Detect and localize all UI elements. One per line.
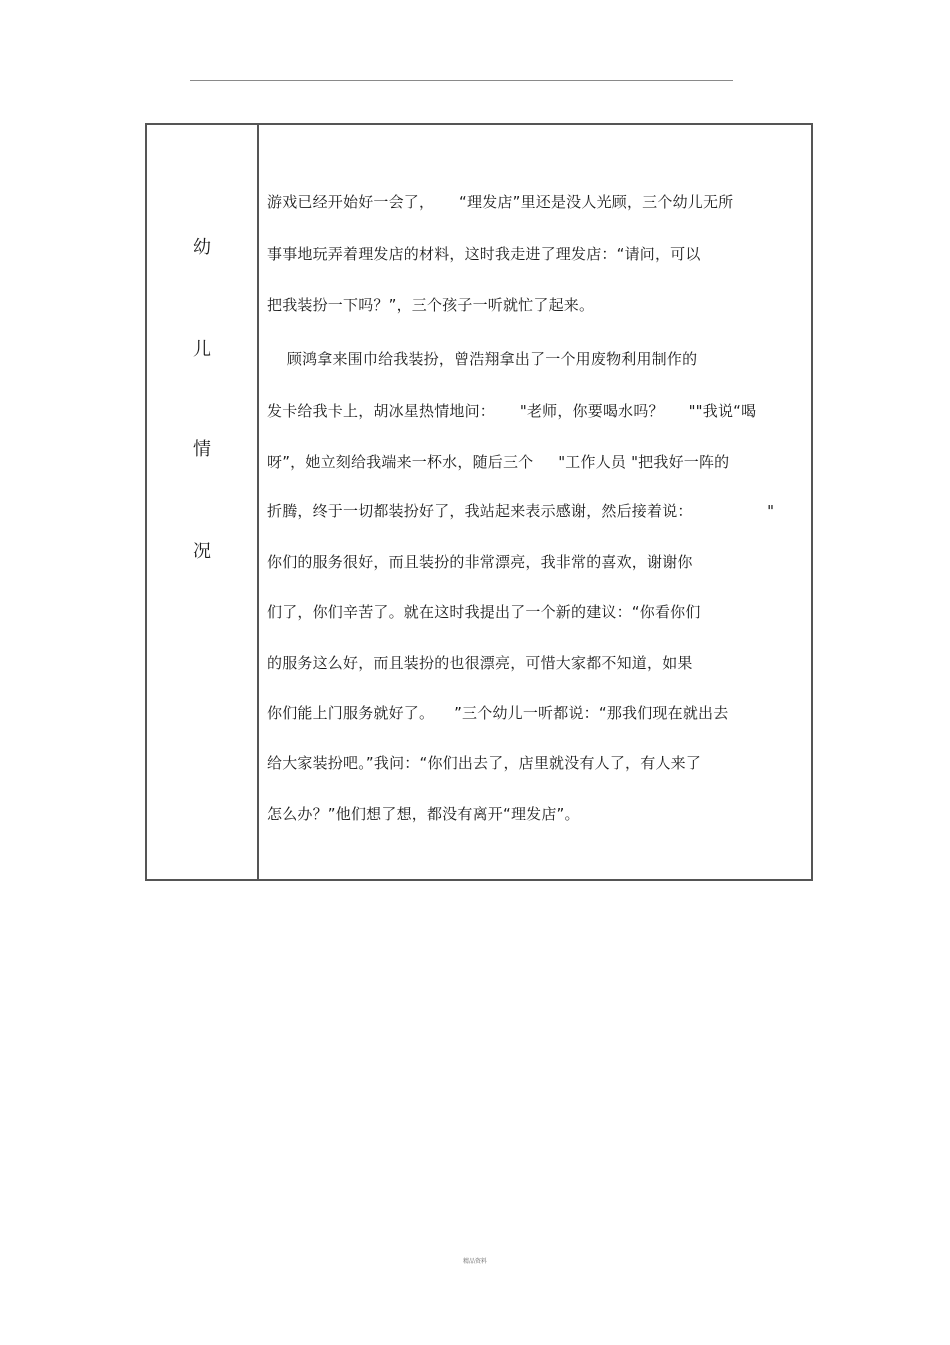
label-char: 儿 — [193, 339, 211, 360]
paragraph-line: 把我装扮一下吗？”，三个孩子一听就忙了起来。 — [267, 296, 595, 314]
paragraph-line: 事事地玩弄着理发店的材料，这时我走进了理发店：“请问，可以 — [267, 245, 701, 263]
header-rule — [190, 80, 733, 81]
paragraph-line: 你们能上门服务就好了。 ”三个幼儿一听都说：“那我们现在就出去 — [267, 704, 729, 722]
paragraph-line: 给大家装扮吧。”我问：“你们出去了，店里就没有人了，有人来了 — [267, 754, 702, 772]
record-table — [145, 123, 813, 881]
label-cell — [147, 125, 259, 879]
label-char: 幼 — [193, 237, 211, 258]
label-char: 况 — [193, 541, 211, 562]
label-char: 情 — [193, 439, 211, 460]
footer-note: 精品资料 — [462, 1258, 487, 1265]
paragraph-line: 你们的服务很好，而且装扮的非常漂亮，我非常的喜欢，谢谢你 — [267, 553, 693, 571]
content-cell — [259, 125, 811, 879]
paragraph-line: 的服务这么好，而且装扮的也很漂亮，可惜大家都不知道，如果 — [267, 654, 693, 672]
paragraph-line: 呀”，她立刻给我端来一杯水，随后三个 "工作人员 "把我好一阵的 — [267, 453, 730, 471]
paragraph-line: 游戏已经开始好一会了， “理发店”里还是没人光顾，三个幼儿无所 — [267, 193, 734, 211]
paragraph-line: 顾鸿拿来围巾给我装扮，曾浩翔拿出了一个用废物利用制作的 — [267, 350, 698, 368]
paragraph-line: 折腾，终于一切都装扮好了，我站起来表示感谢，然后接着说： " — [267, 502, 775, 520]
paragraph-line: 发卡给我卡上，胡冰星热情地问： "老师，你要喝水吗？ ""我说“喝 — [267, 402, 757, 420]
paragraph-line: 怎么办？”他们想了想，都没有离开“理发店”。 — [267, 805, 580, 823]
paragraph-line: 们了，你们辛苦了。就在这时我提出了一个新的建议：“你看你们 — [267, 603, 701, 621]
